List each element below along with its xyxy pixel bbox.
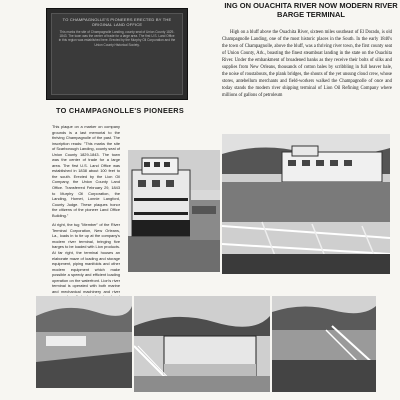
left-caption-column [52, 124, 120, 315]
headline: ING ON OUACHITA RIVER NOW MODERN RIVER BARGE TERMINAL [224, 1, 398, 19]
article-body: High on a bluff above the Ouachita River, sixteen miles southeast of El Dorado, is old Champagnolle Landing, one of the most historic places in the South. In the early 1840's the town of Champagnolle, above the bluff, was a thriving river town, the first county seat of Union County, Ark., boasting the finest steamboat landing in the state on the Ouachita River. Under the embankment of broadened banks as they receive their bolts of silks and supplies from New Orleans, thousands of cotton bales by scribbling in full heaver bale, the noise of roustabouts, the plank bridges, the shouts of the yet unsung cloud crew, whose stores, antebellum merchants and field-workers walked the Champagnolle of once and today stands the modern river shipping terminal of Lion Oil Refining Company where millions of gallons of petroleum [222, 30, 392, 99]
plaque-inner [51, 13, 183, 95]
caption-paragraph-2: At right, the tug "Member" of the River Terminal Corporation, New Orleans, La., loads in to tie up at the company's modern river terminal, bringing five barges to be loaded with Lion products. At far right, the terminal houses an elaborate maze of loading and storage equipment, piping manifolds and other modern equipment which make possible a speedy and efficient loading operation on the waterfront. Lion's river terminal is operated with both marine and mechanical machinery and river [52, 222, 120, 294]
vessel-photo [128, 150, 220, 272]
plaque-body: This marks the site of Champagnolle Landing, county seat of Union County 1829-1843. The town was the center of trade for a large area. The first U.S. Land Office in this region was established here. Erected by the Murphy Oil Corporation and the Union County Historical Society. [58, 29, 176, 47]
plaque-title: TO CHAMPAGNOLLE'S PIONEERS ERECTED BY THE ORIGINAL LAND OFFICE [62, 17, 172, 27]
plaque-photo [46, 8, 188, 100]
terminal-photo [222, 134, 390, 274]
shoreline-photo [36, 296, 132, 388]
caption-paragraph-1: This plaque on a marker on company grounds is a last memorial to the thriving Champagnolle of the past. The inscription reads: "This marks the site of Scarborough Landing, county seat of Union County 1829-1843. The town was the center of trade for a large area. The first U.S. Land Office was established in 1838 about 100 feet to the south. Erected by the Lion Oil Company, the Union County Land Office. Transferred February 29, 1843 to Murphy Oil Corporation, the Landing, Hornet, Lonnie Langford, County Judge. These plaques honor the citizens of the pioneer Land Office Building." [52, 124, 120, 218]
pier-photo [272, 296, 376, 392]
plaque-caption: TO CHAMPAGNOLLE'S PIONEERS [55, 106, 185, 115]
barge-photo [134, 296, 270, 392]
